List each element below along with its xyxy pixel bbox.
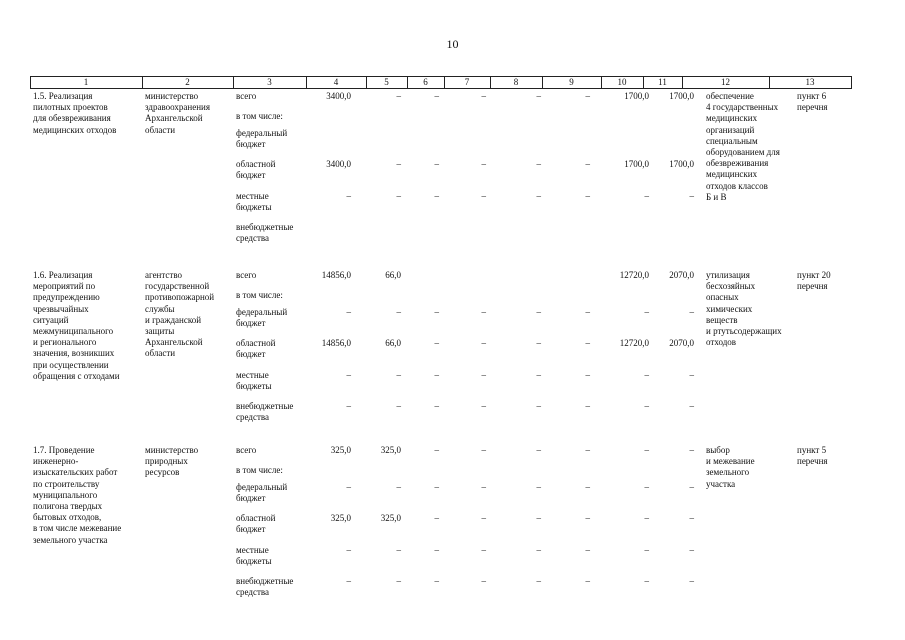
funding-source-label: всего xyxy=(236,270,257,280)
funding-source-label: местные бюджеты xyxy=(236,191,272,213)
funding-value: – xyxy=(396,401,401,411)
table-header xyxy=(30,76,851,88)
activity-name: 1.6. Реализация мероприятий по предупреждению чрезвычайных ситуаций межмуниципального и регионального значения, возникших при осуществлении обращения с отходами xyxy=(33,270,120,381)
funding-value: – xyxy=(434,91,439,101)
funding-value: – xyxy=(585,576,590,586)
column-number: 10 xyxy=(617,77,627,87)
funding-source-label: в том числе: xyxy=(236,290,283,300)
funding-value: – xyxy=(434,338,439,348)
funding-value: – xyxy=(644,401,649,411)
funding-value: – xyxy=(644,482,649,492)
funding-value: 2070,0 xyxy=(669,270,694,280)
funding-value: – xyxy=(689,513,694,523)
funding-value: – xyxy=(481,482,486,492)
list-reference: пункт 5 перечня xyxy=(797,445,828,467)
funding-value: – xyxy=(481,159,486,169)
funding-value: 66,0 xyxy=(385,338,401,348)
funding-value: – xyxy=(481,338,486,348)
funding-value: – xyxy=(396,307,401,317)
funding-value: 12720,0 xyxy=(619,270,649,280)
funding-value: – xyxy=(585,370,590,380)
funding-value: – xyxy=(536,370,541,380)
page-number: 10 xyxy=(446,37,459,51)
funding-value: 12720,0 xyxy=(619,338,649,348)
funding-value: 325,0 xyxy=(380,513,401,523)
funding-source-label: областной бюджет xyxy=(236,159,276,181)
funding-value: – xyxy=(481,513,486,523)
executor: министерство природных ресурсов xyxy=(145,445,199,478)
funding-value: – xyxy=(396,545,401,555)
activity-name: 1.5. Реализация пилотных проектов для обезвреживания медицинских отходов xyxy=(33,91,117,135)
funding-value: 1700,0 xyxy=(669,159,694,169)
column-number: 5 xyxy=(384,77,389,87)
funding-value: – xyxy=(644,513,649,523)
funding-value: – xyxy=(585,307,590,317)
funding-value: 1700,0 xyxy=(624,91,649,101)
funding-value: – xyxy=(585,482,590,492)
funding-value: – xyxy=(585,401,590,411)
funding-value: – xyxy=(434,482,439,492)
funding-value: – xyxy=(585,338,590,348)
funding-source-label: областной бюджет xyxy=(236,338,276,360)
funding-value: 325,0 xyxy=(330,513,351,523)
funding-value: – xyxy=(689,307,694,317)
column-number: 7 xyxy=(464,77,470,87)
funding-value: – xyxy=(644,307,649,317)
funding-value: 66,0 xyxy=(385,270,401,280)
funding-source-label: местные бюджеты xyxy=(236,545,272,567)
funding-value: – xyxy=(434,545,439,555)
funding-value: – xyxy=(644,545,649,555)
funding-value: – xyxy=(346,482,351,492)
funding-value: – xyxy=(346,401,351,411)
funding-value: – xyxy=(481,307,486,317)
activity-name: 1.7. Проведение инженерно- изыскательских работ по строительству муниципального полигона твердых бытовых отходов, в том числе межевание земельного участка xyxy=(33,445,122,545)
funding-source-label: местные бюджеты xyxy=(236,370,272,392)
funding-value: – xyxy=(481,370,486,380)
funding-value: 1700,0 xyxy=(669,91,694,101)
funding-value: – xyxy=(644,445,649,455)
funding-value: – xyxy=(689,545,694,555)
expected-result: утилизация бесхозяйных опасных химических веществ и ртутьсодержащих отходов xyxy=(706,270,782,348)
funding-value: – xyxy=(585,159,590,169)
funding-value: 1700,0 xyxy=(624,159,649,169)
funding-value: 14856,0 xyxy=(321,338,351,348)
funding-value: – xyxy=(396,91,401,101)
funding-value: – xyxy=(536,191,541,201)
funding-value: – xyxy=(434,445,439,455)
funding-source-label: всего xyxy=(236,91,257,101)
funding-value: – xyxy=(536,445,541,455)
expected-result: выбор и межевание земельного участка xyxy=(706,445,755,489)
funding-value: – xyxy=(396,370,401,380)
column-number: 6 xyxy=(423,77,428,87)
funding-source-label: всего xyxy=(236,445,257,455)
funding-value: – xyxy=(689,401,694,411)
funding-value: – xyxy=(536,307,541,317)
funding-value: – xyxy=(689,191,694,201)
funding-source-label: в том числе: xyxy=(236,465,283,475)
column-number: 1 xyxy=(83,77,89,87)
funding-source-label: федеральный бюджет xyxy=(236,128,288,150)
funding-value: – xyxy=(434,159,439,169)
column-number: 8 xyxy=(513,77,519,87)
funding-value: 3400,0 xyxy=(326,91,351,101)
column-number: 11 xyxy=(658,77,667,87)
funding-value: – xyxy=(396,482,401,492)
column-number: 12 xyxy=(721,77,730,87)
funding-value: – xyxy=(481,401,486,411)
funding-value: – xyxy=(434,370,439,380)
funding-value: – xyxy=(434,401,439,411)
funding-source-label: внебюджетные средства xyxy=(236,401,294,423)
funding-value: – xyxy=(346,370,351,380)
funding-value: – xyxy=(481,445,486,455)
funding-value: – xyxy=(585,545,590,555)
funding-value: – xyxy=(689,445,694,455)
column-number: 9 xyxy=(569,77,574,87)
funding-value: – xyxy=(536,91,541,101)
list-reference: пункт 6 перечня xyxy=(797,91,828,113)
funding-value: – xyxy=(536,513,541,523)
column-number: 13 xyxy=(805,77,815,87)
funding-value: – xyxy=(644,370,649,380)
funding-value: – xyxy=(536,159,541,169)
funding-value: – xyxy=(346,307,351,317)
funding-source-label: федеральный бюджет xyxy=(236,482,288,504)
header-divider xyxy=(851,76,852,89)
funding-value: – xyxy=(536,545,541,555)
funding-value: – xyxy=(434,307,439,317)
funding-value: – xyxy=(434,576,439,586)
expected-result: обеспечение 4 государственных медицинских организаций специальным оборудованием для обезвреживания медицинских отходов классов Б и В xyxy=(706,91,780,202)
funding-value: 3400,0 xyxy=(326,159,351,169)
funding-value: – xyxy=(346,191,351,201)
funding-value: – xyxy=(396,159,401,169)
funding-value: – xyxy=(481,191,486,201)
executor: министерство здравоохранения Архангельской области xyxy=(145,91,211,135)
funding-value: – xyxy=(396,576,401,586)
funding-value: – xyxy=(536,338,541,348)
funding-value: – xyxy=(585,191,590,201)
funding-value: – xyxy=(689,576,694,586)
funding-source-label: федеральный бюджет xyxy=(236,307,288,329)
executor: агентство государственной противопожарной службы и гражданской защиты Архангельской области xyxy=(145,270,215,359)
list-reference: пункт 20 перечня xyxy=(797,270,831,292)
funding-value: 325,0 xyxy=(380,445,401,455)
funding-value: 2070,0 xyxy=(669,338,694,348)
funding-value: – xyxy=(644,576,649,586)
funding-value: – xyxy=(434,513,439,523)
funding-value: – xyxy=(536,482,541,492)
funding-value: – xyxy=(689,482,694,492)
column-number: 2 xyxy=(185,77,190,87)
funding-source-label: внебюджетные средства xyxy=(236,576,294,598)
funding-source-label: внебюджетные средства xyxy=(236,222,294,244)
column-number: 4 xyxy=(333,77,339,87)
funding-value: – xyxy=(346,576,351,586)
funding-value: – xyxy=(346,545,351,555)
funding-value: – xyxy=(585,445,590,455)
funding-value: 14856,0 xyxy=(321,270,351,280)
funding-value: – xyxy=(585,513,590,523)
funding-value: – xyxy=(536,401,541,411)
funding-value: – xyxy=(434,191,439,201)
funding-source-label: областной бюджет xyxy=(236,513,276,535)
funding-value: – xyxy=(481,91,486,101)
funding-value: – xyxy=(396,191,401,201)
funding-value: – xyxy=(689,370,694,380)
funding-value: – xyxy=(644,191,649,201)
column-number: 3 xyxy=(267,77,272,87)
funding-value: – xyxy=(481,545,486,555)
header-rule xyxy=(30,88,851,89)
funding-value: 325,0 xyxy=(330,445,351,455)
funding-value: – xyxy=(536,576,541,586)
funding-source-label: в том числе: xyxy=(236,111,283,121)
funding-value: – xyxy=(585,91,590,101)
funding-value: – xyxy=(481,576,486,586)
